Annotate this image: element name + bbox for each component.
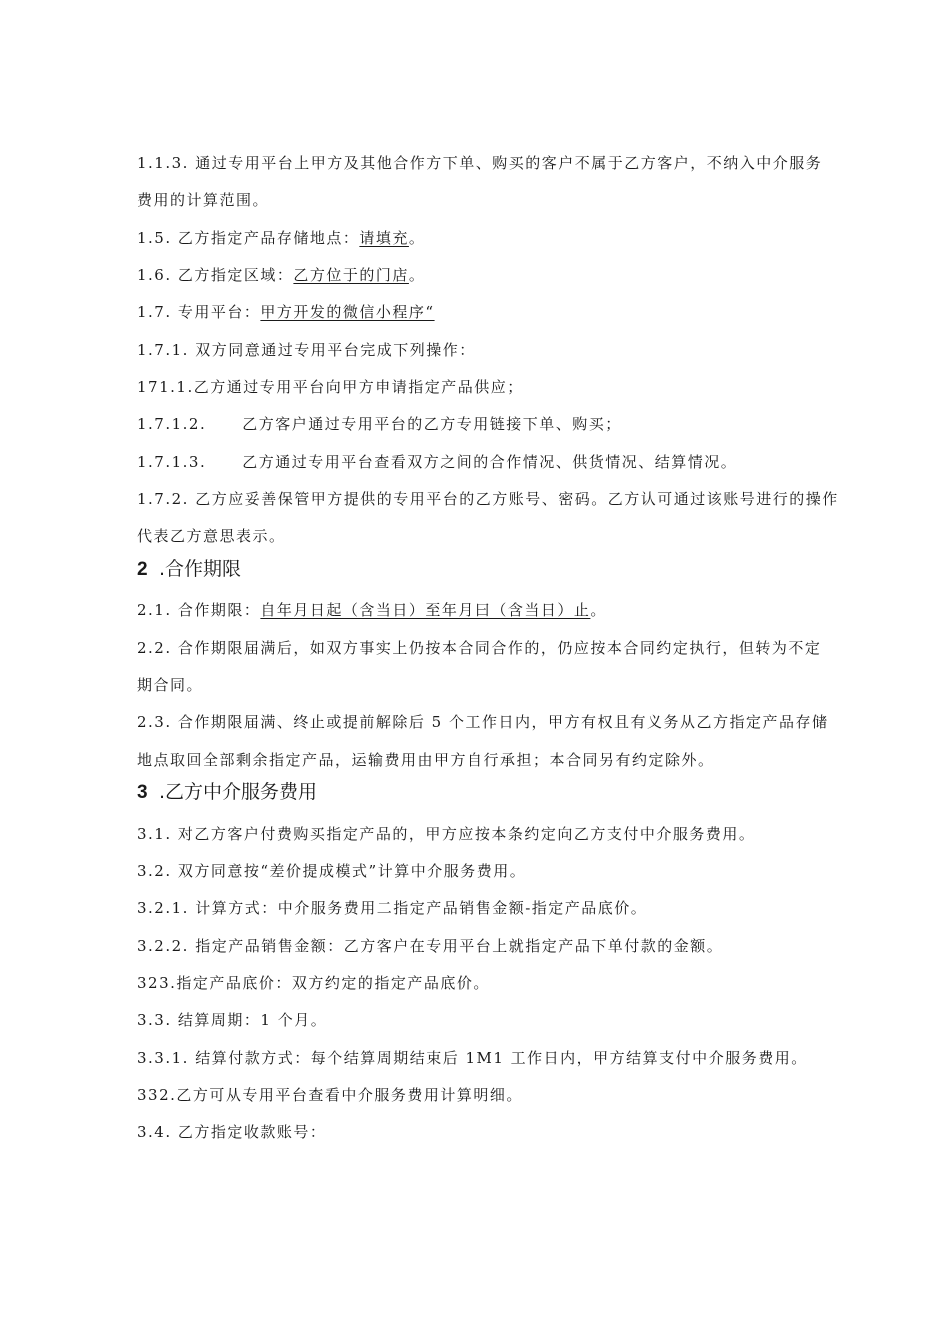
clause-1-7-1-2 [137,414,622,434]
storage-location-blank: 请填充 [359,229,409,247]
clause-1-7-1-1: 171.1.乙方通过专用平台向甲方申请指定产品供应； [137,378,524,396]
clause-1-5-label: 1.5. 乙方指定产品存储地点： [137,229,360,247]
clause-1-6 [137,265,425,285]
clause-1-7-1-3-number: 1.7.1.3. [137,453,207,471]
section-2-title: .合作期限 [159,558,242,580]
clause-1-5 [137,228,425,248]
clause-1-7-1-3 [137,452,737,472]
clause-1-7-label: 1.7. 专用平台： [137,303,261,321]
clause-1-5-end: 。 [408,229,426,247]
clause-1-6-label: 1.6. 乙方指定区域： [137,266,294,284]
clause-3-3-1: 3.3.1. 结算付款方式：每个结算周期结束后 1M1 工作日内，甲方结算支付中介服务费用。 [137,1049,808,1067]
clause-3-2-1: 3.2.1. 计算方式：中介服务费用二指定产品销售金额-指定产品底价。 [137,899,648,917]
section-3-heading [137,778,317,806]
section-3-number: 3 [137,782,148,803]
clause-1-7-1-2-number: 1.7.1.2. [137,415,207,433]
cooperation-term-blank: 自年月日起（含当日）至年月曰（含当日）止 [260,601,591,619]
clause-1-7 [137,302,435,322]
clause-3-3: 3.3. 结算周期：1 个月。 [137,1011,328,1029]
section-2-number: 2 [137,559,148,580]
clause-3-3-2: 332.乙方可从专用平台查看中介服务费用计算明细。 [137,1086,523,1104]
clause-3-2-2: 3.2.2. 指定产品销售金额：乙方客户在专用平台上就指定产品下单付款的金额。 [137,937,724,955]
designated-area-blank: 乙方位于的门店 [293,266,409,284]
clause-2-1 [137,600,607,620]
clause-2-3-line2: 地点取回全部剩余指定产品，运输费用由甲方自行承担；本合同另有约定除外。 [137,751,715,769]
platform-name-blank: 甲方开发的微信小程序“ [260,303,435,321]
clause-2-1-label: 2.1. 合作期限： [137,601,261,619]
clause-3-2: 3.2. 双方同意按“差价提成模式”计算中介服务费用。 [137,862,527,880]
clause-1-1-3-line1: 1.1.3. 通过专用平台上甲方及其他合作方下单、购买的客户不属于乙方客户，不纳入中介服务 [137,154,823,172]
clause-3-2-3: 323.指定产品底价：双方约定的指定产品底价。 [137,974,490,992]
section-3-title: .乙方中介服务费用 [159,781,318,803]
clause-1-7-1-3-text: 乙方通过专用平台查看双方之间的合作情况、供货情况、结算情况。 [242,453,738,471]
clause-1-7-2-line1: 1.7.2. 乙方应妥善保管甲方提供的专用平台的乙方账号、密码。乙方认可通过该账号进行的操作 [137,490,839,508]
clause-3-4: 3.4. 乙方指定收款账号： [137,1123,327,1141]
clause-2-1-end: 。 [590,601,607,619]
clause-2-2-line1: 2.2. 合作期限届满后，如双方事实上仍按本合同合作的，仍应按本合同约定执行，但转为不定 [137,639,822,657]
section-2-heading [137,555,241,583]
clause-1-7-2-line2: 代表乙方意思表示。 [137,527,286,545]
clause-1-7-1-2-text: 乙方客户通过专用平台的乙方专用链接下单、购买； [242,415,622,433]
clause-2-2-line2: 期合同。 [137,676,204,694]
clause-2-3-line1: 2.3. 合作期限届满、终止或提前解除后 5 个工作日内，甲方有权且有义务从乙方指定产品存储 [137,713,829,731]
clause-1-6-end: 。 [408,266,426,284]
clause-3-1: 3.1. 对乙方客户付费购买指定产品的，甲方应按本条约定向乙方支付中介服务费用。 [137,825,756,843]
clause-1-7-1: 1.7.1. 双方同意通过专用平台完成下列操作： [137,341,476,359]
clause-1-1-3-line2: 费用的计算范围。 [137,191,270,209]
